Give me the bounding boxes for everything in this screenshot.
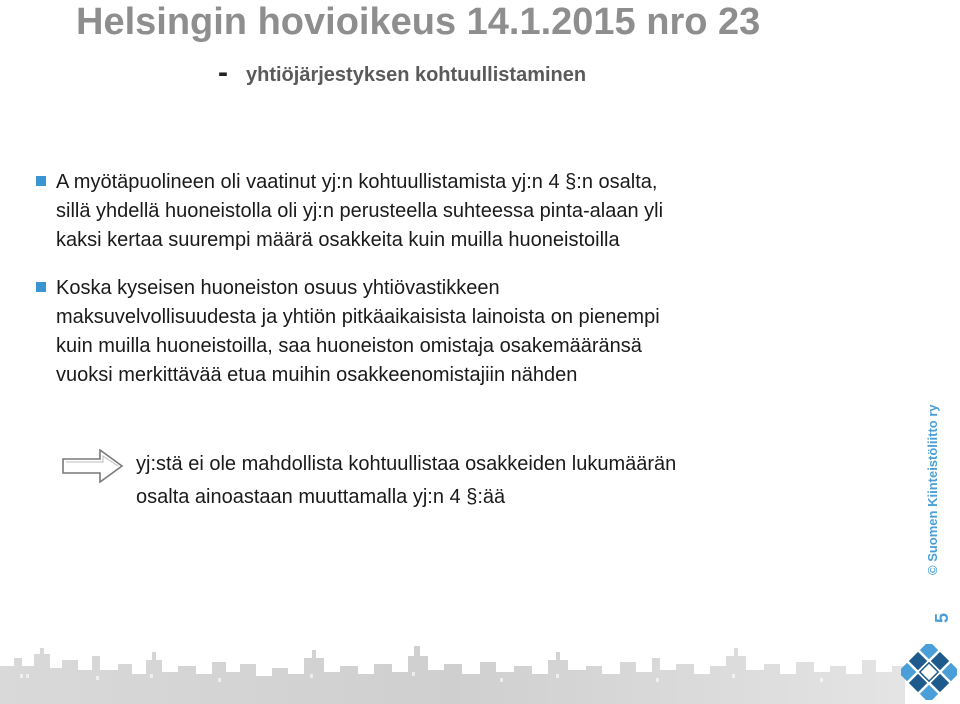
bullet-line: kuin muilla huoneistoilla, saa huoneiston omistaja osakemääränsä xyxy=(56,335,642,357)
square-bullet-icon xyxy=(36,176,46,186)
slide-title: Helsingin hovioikeus 14.1.2015 nro 23 xyxy=(76,1,761,43)
bullet-line: A myötäpuolineen oli vaatinut yj:n kohtuullistamista yj:n 4 §:n osalta, xyxy=(56,171,658,193)
bullet-line: kaksi kertaa suurempi määrä osakkeita kuin muilla huoneistoilla xyxy=(56,229,620,251)
slide-subtitle: yhtiöjärjestyksen kohtuullistaminen xyxy=(246,64,587,86)
square-bullet-icon xyxy=(36,282,46,292)
conclusion-line: osalta ainoastaan muuttamalla yj:n 4 §:ää xyxy=(136,486,506,508)
copyright-text: © Suomen Kiinteistöliitto ry xyxy=(925,404,940,575)
subtitle-dash: - xyxy=(218,56,228,89)
bullet-line: maksuvelvollisuudesta ja yhtiön pitkäaikaisista lainoista on pienempi xyxy=(56,306,660,328)
right-arrow-icon xyxy=(62,449,124,483)
bullet-item-2 xyxy=(56,274,866,390)
city-skyline-decoration xyxy=(0,644,905,704)
kiinteistoliitto-logo-icon xyxy=(901,644,957,700)
conclusion-text xyxy=(136,448,876,514)
bullet-line: Koska kyseisen huoneiston osuus yhtiövastikkeen xyxy=(56,277,500,299)
conclusion-line: yj:stä ei ole mahdollista kohtuullistaa osakkeiden lukumäärän xyxy=(136,453,677,475)
bullet-line: vuoksi merkittävää etua muihin osakkeenomistajiin nähden xyxy=(56,364,578,386)
page-number: 5 xyxy=(932,612,952,623)
bullet-item-1 xyxy=(56,168,866,255)
bullet-line: sillä yhdellä huoneistolla oli yj:n perusteella suhteessa pinta-alaan yli xyxy=(56,200,664,222)
